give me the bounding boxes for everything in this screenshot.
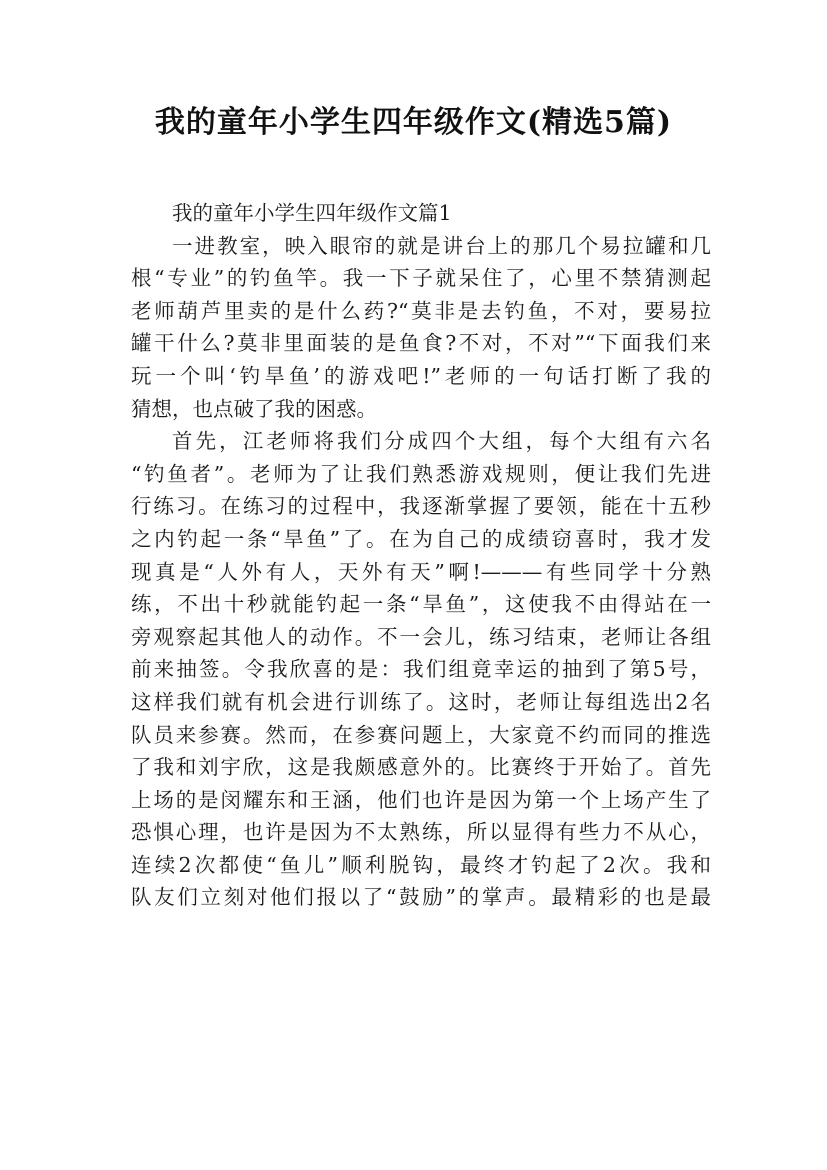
paragraph-1: [131, 230, 711, 426]
paragraph-line: 罐干什么?莫非里面装的是鱼食?不对，不对”“下面我们来: [131, 331, 711, 356]
paragraph-line: 这样我们就有机会进行训练了。这时，老师让每组选出2名: [131, 689, 711, 714]
paragraph-line: 连续2次都使“鱼儿”顺利脱钩，最终才钓起了2次。我和: [131, 852, 711, 877]
paragraph-line: 根“专业”的钓鱼竿。我一下子就呆住了，心里不禁猜测起: [131, 266, 711, 291]
document-body: [131, 197, 711, 914]
paragraph-2: [131, 425, 711, 914]
paragraph-line: 之内钓起一条“旱鱼”了。在为自己的成绩窃喜时，我才发: [131, 526, 711, 551]
paragraph-line: 了我和刘宇欣，这是我颇感意外的。比赛终于开始了。首先: [131, 755, 711, 780]
paragraph-line: 老师葫芦里卖的是什么药?“莫非是去钓鱼，不对，要易拉: [131, 298, 711, 323]
paragraph-line: 队员来参赛。然而，在参赛问题上，大家竟不约而同的推选: [131, 722, 711, 747]
paragraph-line: 练，不出十秒就能钓起一条“旱鱼”，这使我不由得站在一: [131, 592, 711, 617]
paragraph-line: 恐惧心理，也许是因为不太熟练，所以显得有些力不从心，: [131, 820, 711, 845]
paragraph-line: 现真是“人外有人，天外有天”啊!———有些同学十分熟: [131, 559, 711, 584]
paragraph-line: 上场的是闵耀东和王涵，他们也许是因为第一个上场产生了: [131, 787, 711, 812]
paragraph-line: 旁观察起其他人的动作。不一会儿，练习结束，老师让各组: [131, 624, 711, 649]
document-title: 我的童年小学生四年级作文(精选5篇): [154, 105, 673, 140]
paragraph-line: “钓鱼者”。老师为了让我们熟悉游戏规则，便让我们先进: [131, 461, 711, 486]
section-heading: 我的童年小学生四年级作文篇1: [172, 201, 452, 225]
paragraph-line: 玩一个叫‘钓旱鱼’的游戏吧!”老师的一句话打断了我的: [131, 363, 711, 388]
paragraph-line: 前来抽签。令我欣喜的是：我们组竟幸运的抽到了第5号，: [131, 657, 711, 682]
paragraph-line: 一进教室，映入眼帘的就是讲台上的那几个易拉罐和几: [172, 233, 711, 258]
paragraph-line: 首先，江老师将我们分成四个大组，每个大组有六名: [172, 429, 711, 454]
paragraph-line: 行练习。在练习的过程中，我逐渐掌握了要领，能在十五秒: [131, 494, 711, 519]
paragraph-line: 队友们立刻对他们报以了“鼓励”的掌声。最精彩的也是最: [131, 885, 711, 910]
paragraph-line: 猜想，也点破了我的困惑。: [131, 396, 377, 421]
